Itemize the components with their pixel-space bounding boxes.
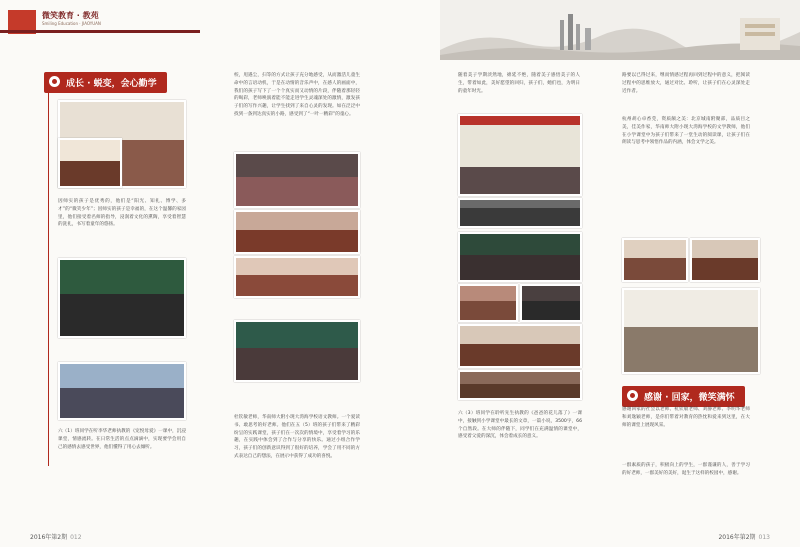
photo-event-banner	[458, 114, 582, 196]
header-subtitle: Smiling Education · JIAOYUAN	[42, 21, 101, 26]
section-title-growth	[44, 72, 167, 93]
page-header	[0, 0, 400, 44]
photo-teacher-blackboard	[58, 258, 186, 338]
section-rule	[48, 86, 49, 466]
header-divider	[0, 30, 200, 33]
photo-teacher-calligraphy	[622, 288, 760, 374]
thanks-paragraph: 感谢回家的社会以老师、杭钦敏老师、刘静老师、李明华老师和刘逸颖老师，是你们带着对教育的热忱和爱来到这里，在大师的课堂上展现风采。	[622, 407, 750, 428]
photo-classroom-lesson	[458, 232, 582, 282]
teacher-du-paragraph: 杜钦敏老师，华南师大附小现大湾海学校语文教师。一个爱读书、敢思考的好老师。他们在五（5）班的孩子们带来了精彩纷呈的实践课堂，孩子们在一次次的情境中，享受着学习的乐趣，在实践中体会到了合作与分享的快乐。通过小组合作学习，孩子们的创新意识得到了很好的培养，学会了用不同的方式表达自己的想法，在展示中获得了成功的喜悦。	[234, 415, 360, 459]
photo-students-listening	[458, 324, 582, 368]
footer-page-number: 013	[758, 534, 770, 541]
circle-bullet-icon	[49, 76, 60, 87]
photo-audience-seated	[458, 198, 582, 228]
circle-bullet-icon	[627, 390, 638, 401]
photo-student-closeup	[58, 138, 122, 188]
section-title-thanks-label: 感谢 · 回家，微笑满怀	[644, 393, 735, 403]
photo-girls-reading	[234, 256, 360, 298]
photo-students-raising-hands	[234, 210, 360, 254]
section-title-thanks	[622, 386, 745, 407]
right-page	[400, 0, 800, 547]
writing-lesson-paragraph: 校，甩遇尘，扫等的方式让孩子充分地感受，从而激活儿童生命中的言语动机，于是在动情的音乐声中，在感人的画面中，我们的孩子写下了一个个真实而又动情的片段，伴随着那轻轻的喝彩，老师唤演着能不能走进学生灵魂深处的激情，激发孩子们的写作兴趣，让学生找到了来自心灵的发现。如在泛泛中找到一条到达真实的小路，感受到了“一叶一精彩”的童心。	[234, 73, 360, 117]
photo-girl-speaking	[458, 284, 518, 322]
class-six-three-paragraph: 六（3）班同学在聆听先生执教的《爸爸的花儿落了》一课中，接触到小学课堂中最长的文章，一篇小说，3500字，66个自然段。在大师的伴随下，同学们在充满温情的课堂中，感受着父爱的深沉，体会着成长的意义。	[458, 411, 582, 440]
continuation-paragraph: 路要以已得过来，继而情感过程再回到过程中的意义，把阅读过程中的思维放大，通过对比、聆听，让孩子们在心灵深处走近作者。	[622, 73, 750, 94]
footer-left	[30, 532, 82, 541]
city-skyline-illustration	[440, 0, 800, 60]
intro-paragraph: 因师实的孩子是优秀的，他们是“阳光、知礼、博学、多才”的“微笑少年”；因师实的孩子是幸福的，在这个温馨的家园里，他们接受着名师的指导，浸润着文化的熏陶，享受着智慧的洗礼，书写着童年的悠扬。	[58, 199, 186, 228]
teacher-profile-paragraph: 杭州胡心卓香莞，资质颇之美：北京城南附聚部，品质目之美，佳美作家，华南师大附小现大湾海学校的文学教师，他们在小学课堂中为孩子们带来了一堂生动的阅读课，让孩子们在朗读与思考中领悟作品的内涵，体会文学之美。	[622, 117, 750, 146]
photo-lecture-hall	[58, 362, 186, 420]
photo-students-row	[622, 238, 688, 282]
photo-students-desk	[690, 238, 760, 282]
section-title-growth-label: 成长 · 蜕变，会心勤学	[66, 79, 157, 89]
header-title: 微笑教育 · 教苑	[42, 11, 99, 20]
photo-class-discussion	[234, 152, 360, 208]
closing-paragraph: 一群素质的孩子，积极向上的学生，一群谨谦的人，善于学习的好老师，一群美好的美好，诞生于这样的校园中，感谢。	[622, 463, 750, 476]
reflection-paragraph: 随着美子学期淡然地，绵延不绝，随着美子感悟美子的人生，带着如此，美好愿望的回归，孩子们，她们也，为明日的童年时光。	[458, 73, 580, 94]
footer-issue: 2016年第2期	[718, 534, 756, 541]
footer-page-number: 012	[70, 534, 82, 541]
photo-teacher-pointing	[520, 284, 582, 322]
footer-right	[718, 532, 770, 541]
class-six-one-paragraph: 六（1）班同学在听李华老师执教的《宠悦母爱》一课中，沉浸课堂，情感流转。在日常生活的点点滴滴中，实现要学会用自己的感情去感受世界，他们懂得了用心去倾听。	[58, 429, 186, 450]
photo-group-work	[458, 370, 582, 400]
photo-teacher-lecture	[234, 320, 360, 382]
footer-issue: 2016年第2期	[30, 534, 68, 541]
